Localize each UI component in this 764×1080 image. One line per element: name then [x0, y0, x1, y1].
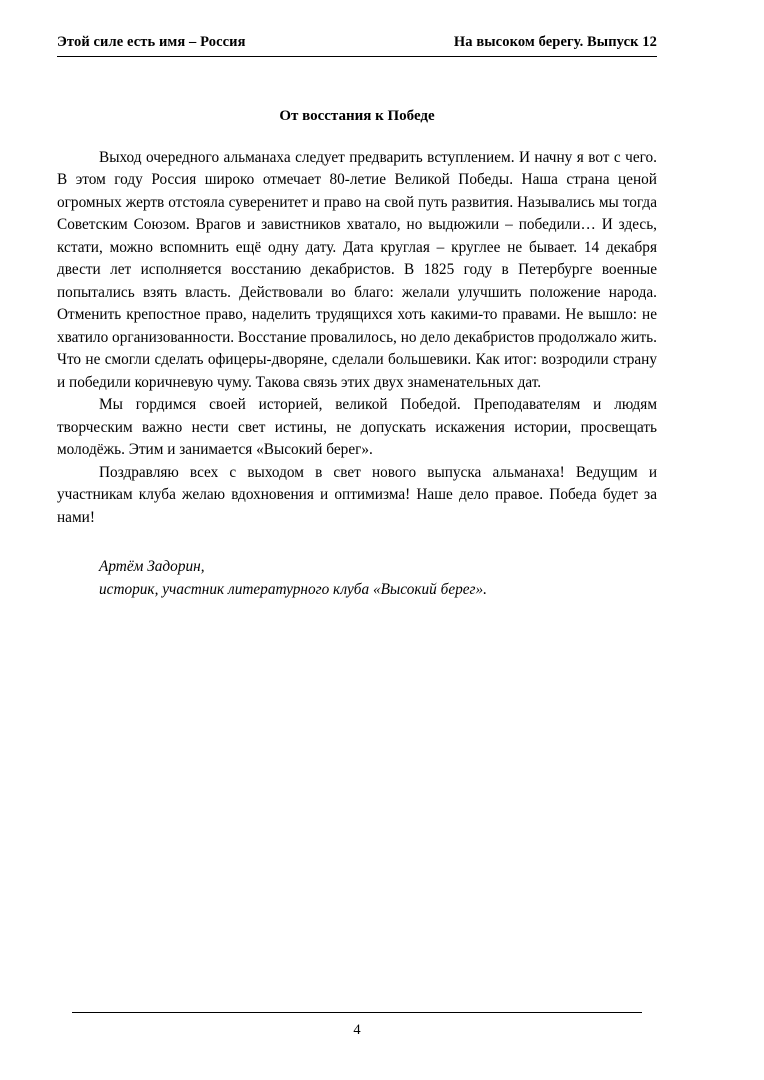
running-header-left: Этой силе есть имя – Россия	[57, 34, 246, 50]
page-number: 4	[353, 1022, 361, 1038]
footer-divider	[72, 1012, 642, 1013]
running-header	[57, 34, 657, 55]
paragraph: Мы гордимся своей историей, великой Победой. Преподавателям и людям творческим важно нести свет истины, не допускать искажения истории, просвещать молодёжь. Этим и занимается «Высокий берег».	[57, 396, 657, 459]
header-divider	[57, 56, 657, 57]
article-body	[57, 147, 657, 529]
running-header-right: На высоком берегу. Выпуск 12	[453, 34, 657, 50]
page-content	[57, 34, 657, 601]
page-title: От восстания к Победе	[279, 108, 435, 124]
paragraph: Выход очередного альманаха следует предварить вступлением. И начну я вот с чего. В этом году Россия широко отмечает 80-летие Великой Победы. Наша страна ценой огромных жертв отстояла суверенитет и право на свой путь развития. Назывались мы тогда Советским Союзом. Врагов и завистников хватало, но выдюжили – победили… И здесь, кстати, можно вспомнить ещё одну дату. Дата круглая – круглее не бывает. 14 декабря двести лет исполняется восстанию декабристов. В 1825 году в Петербурге военные попытались взять власть. Действовали во благо: желали улучшить положение народа. Отменить крепостное право, наделить трудящихся хоть какими-то правами. Не вышло: не хватило организованности. Восстание провалилось, но дело декабристов продолжало жить. Что не смогли сделать офицеры-дворяне, сделали большевики. Как итог: возродили страну и победили коричневую чуму. Такова связь этих двух знаменательных дат.	[57, 149, 657, 391]
author-role: историк, участник литературного клуба «Высокий берег».	[99, 580, 487, 598]
author-signature	[57, 556, 657, 601]
page-footer	[57, 1012, 657, 1039]
author-name: Артём Задорин,	[99, 558, 205, 576]
paragraph: Поздравляю всех с выходом в свет нового выпуска альманаха! Ведущим и участникам клуба желаю вдохновения и оптимизма! Наше дело правое. Победа будет за нами!	[57, 463, 657, 526]
